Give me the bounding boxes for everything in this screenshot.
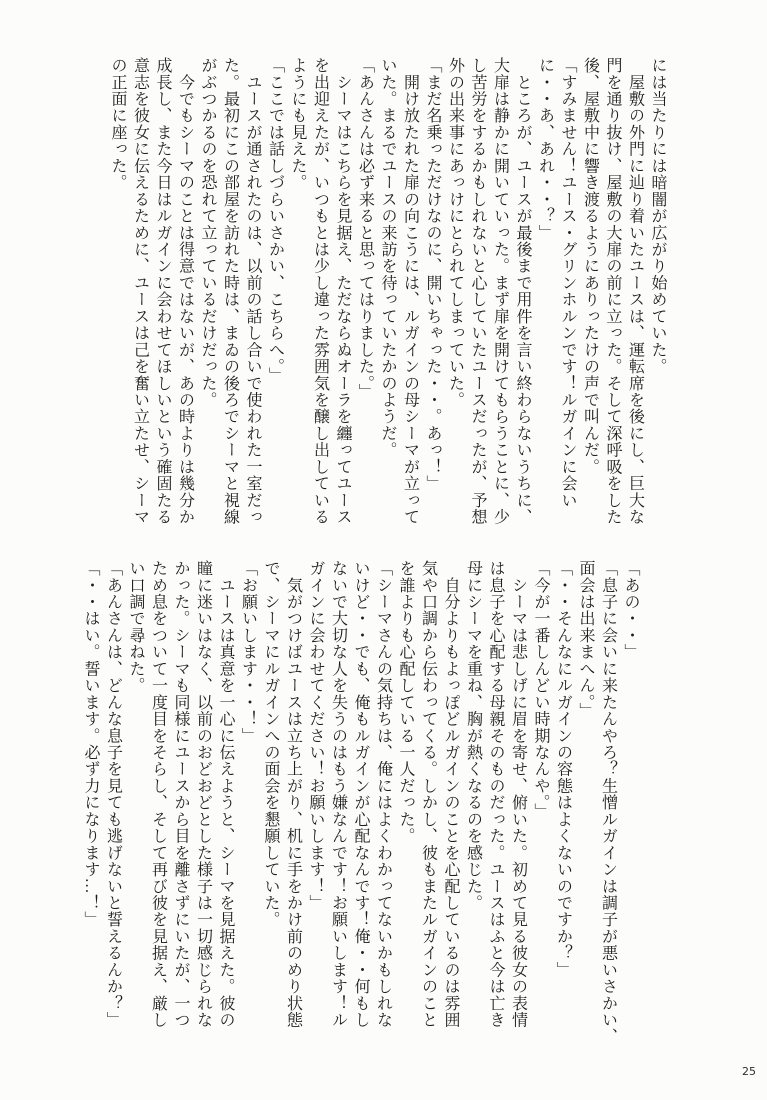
text-line: 大扉は静かに開いていった。まず扉を開けてもらうことに、少 xyxy=(491,57,509,526)
text-line: し苦労をするかもしれないと心していたユースだったが、予想 xyxy=(469,57,486,526)
text-line: ため息をついて一度目をそらし、そして再び彼を見据え、厳し xyxy=(149,560,167,1029)
text-line: 「まだ名乗っただけなのに、開いちゃった・・。あっ！」 xyxy=(424,57,441,492)
text-line: いけど・・でも、俺もルガインが心配なんです！俺・・何もし xyxy=(352,560,369,1029)
text-line: 開け放たれた扉の向こうには、ルガインの母シーマが立って xyxy=(401,57,419,526)
text-line: 瞳に迷いはなく、以前のおどおどとした様子は一切感じられな xyxy=(194,560,212,1029)
text-line: 外の出来事にあっけにとられてしまっていた。 xyxy=(446,57,464,409)
page-number: 25 xyxy=(742,1065,756,1078)
text-line: を誰よりも心配している一人だった。 xyxy=(397,560,414,845)
text-line: 「すみません！ユース・グリンホルンです！ルガインに会い xyxy=(559,57,576,509)
text-line: た。最初にこの部屋を訪れた時は、まゐの後ろでシーマと視線 xyxy=(221,57,239,526)
text-line: に・・あ、あれ・・？」 xyxy=(536,57,554,241)
text-line: ユースは真意を一心に伝えようと、シーマを見据えた。彼の xyxy=(217,560,234,1029)
text-line: 自分よりもよっぽどルガインのことを心配しているのは雰囲 xyxy=(442,560,459,1029)
text-line: 今でもシーマのことは得意ではないが、あの時よりは幾分か xyxy=(176,57,194,526)
novel-text-bottom-block xyxy=(77,560,641,1070)
text-line: 「あんさんは必ず来ると思ってはりました。」 xyxy=(356,57,374,401)
text-line: 門を通り抜け、屋敷の大扉の前に立った。そして深呼吸をした xyxy=(604,57,621,526)
text-line: 気がつけばユースは立ち上がり、机に手をかけ前のめり状態 xyxy=(284,560,302,1029)
text-line: には当たりには暗闇が広がり始めていた。 xyxy=(649,57,666,375)
text-line: 「今が一番しんどい時期なんや。」 xyxy=(532,560,549,820)
text-line: いた。まるでユースの来訪を待っていたかのようだ。 xyxy=(379,57,396,459)
text-line: 面会は出来まへん。」 xyxy=(577,560,594,720)
text-line: 意志を彼女に伝えるために、ユースは己を奮い立たせ、シーマ xyxy=(131,57,149,526)
text-line: 「お願いします・・！」 xyxy=(239,560,257,744)
text-line: は息子を心配する母親そのものだった。ユースはふと今は亡き xyxy=(487,560,504,1029)
text-line: ガインに会わせてください！お願いします！」 xyxy=(307,560,324,912)
text-line: 後、屋敷中に響き渡るようにありったけの声で叫んだ。 xyxy=(581,57,599,475)
text-line: 「シーマさんの気持ちは、俺にはよくわかってないかもしれな xyxy=(374,560,392,1029)
text-line: 「あんさんは、どんな息子を見ても逃げないと誓えるんか？」 xyxy=(104,560,122,1029)
text-line: 「あの・・」 xyxy=(622,560,639,661)
text-line: ないで大切な人を失うのはもう嫌なんです！お願いします！ル xyxy=(329,560,347,1029)
text-line: 成長し、また今日はルガインに会わせてほしいという確固たる xyxy=(154,57,171,526)
text-line: の正面に座った。 xyxy=(109,57,126,191)
text-line: 「・・そんなにルガインの容態はよくないのですか？」 xyxy=(554,560,572,978)
text-line: 「ここでは話しづらいさかい、こちらへ。」 xyxy=(266,57,284,384)
text-line: で、シーマにルガインへの面会を懇願していた。 xyxy=(262,560,279,928)
text-line: 「・・はい。誓います。必ず力になります…！」 xyxy=(82,560,99,928)
text-line: い口調で尋ねた。 xyxy=(127,560,144,694)
novel-text-top-block xyxy=(104,57,668,535)
text-line: シーマは悲しげに眉を寄せ、俯いた。初めて見る彼女の表情 xyxy=(509,560,527,1029)
text-line: ところが、ユースが最後まで用件を言い終わらないうちに、 xyxy=(514,57,531,526)
text-line: 「息子に会いに来たんやろ？生憎ルガインは調子が悪いさかい、 xyxy=(599,560,617,1045)
text-line: がぶつかるのを恐れて立っているだけだった。 xyxy=(199,57,216,409)
text-line: ようにも見えた。 xyxy=(289,57,306,191)
text-line: 母にシーマを重ね、胸が熱くなるのを感じた。 xyxy=(464,560,482,912)
text-line: 屋敷の外門に辿り着いたユースは、運転席を後にし、巨大な xyxy=(626,57,644,526)
text-line: かった。シーマも同様にユースから目を離さずにいたが、一つ xyxy=(172,560,189,1029)
text-line: ユースが通されたのは、以前の話し合いで使われた一室だっ xyxy=(244,57,261,526)
text-line: シーマはこちらを見据え、ただならぬオーラを纏ってユース xyxy=(334,57,351,526)
text-line: を出迎えたが、いつもとは少し違った雰囲気を醸し出している xyxy=(311,57,329,526)
text-line: 気や口調から伝わってくる。しかし、彼もまたルガインのこと xyxy=(419,560,437,1029)
